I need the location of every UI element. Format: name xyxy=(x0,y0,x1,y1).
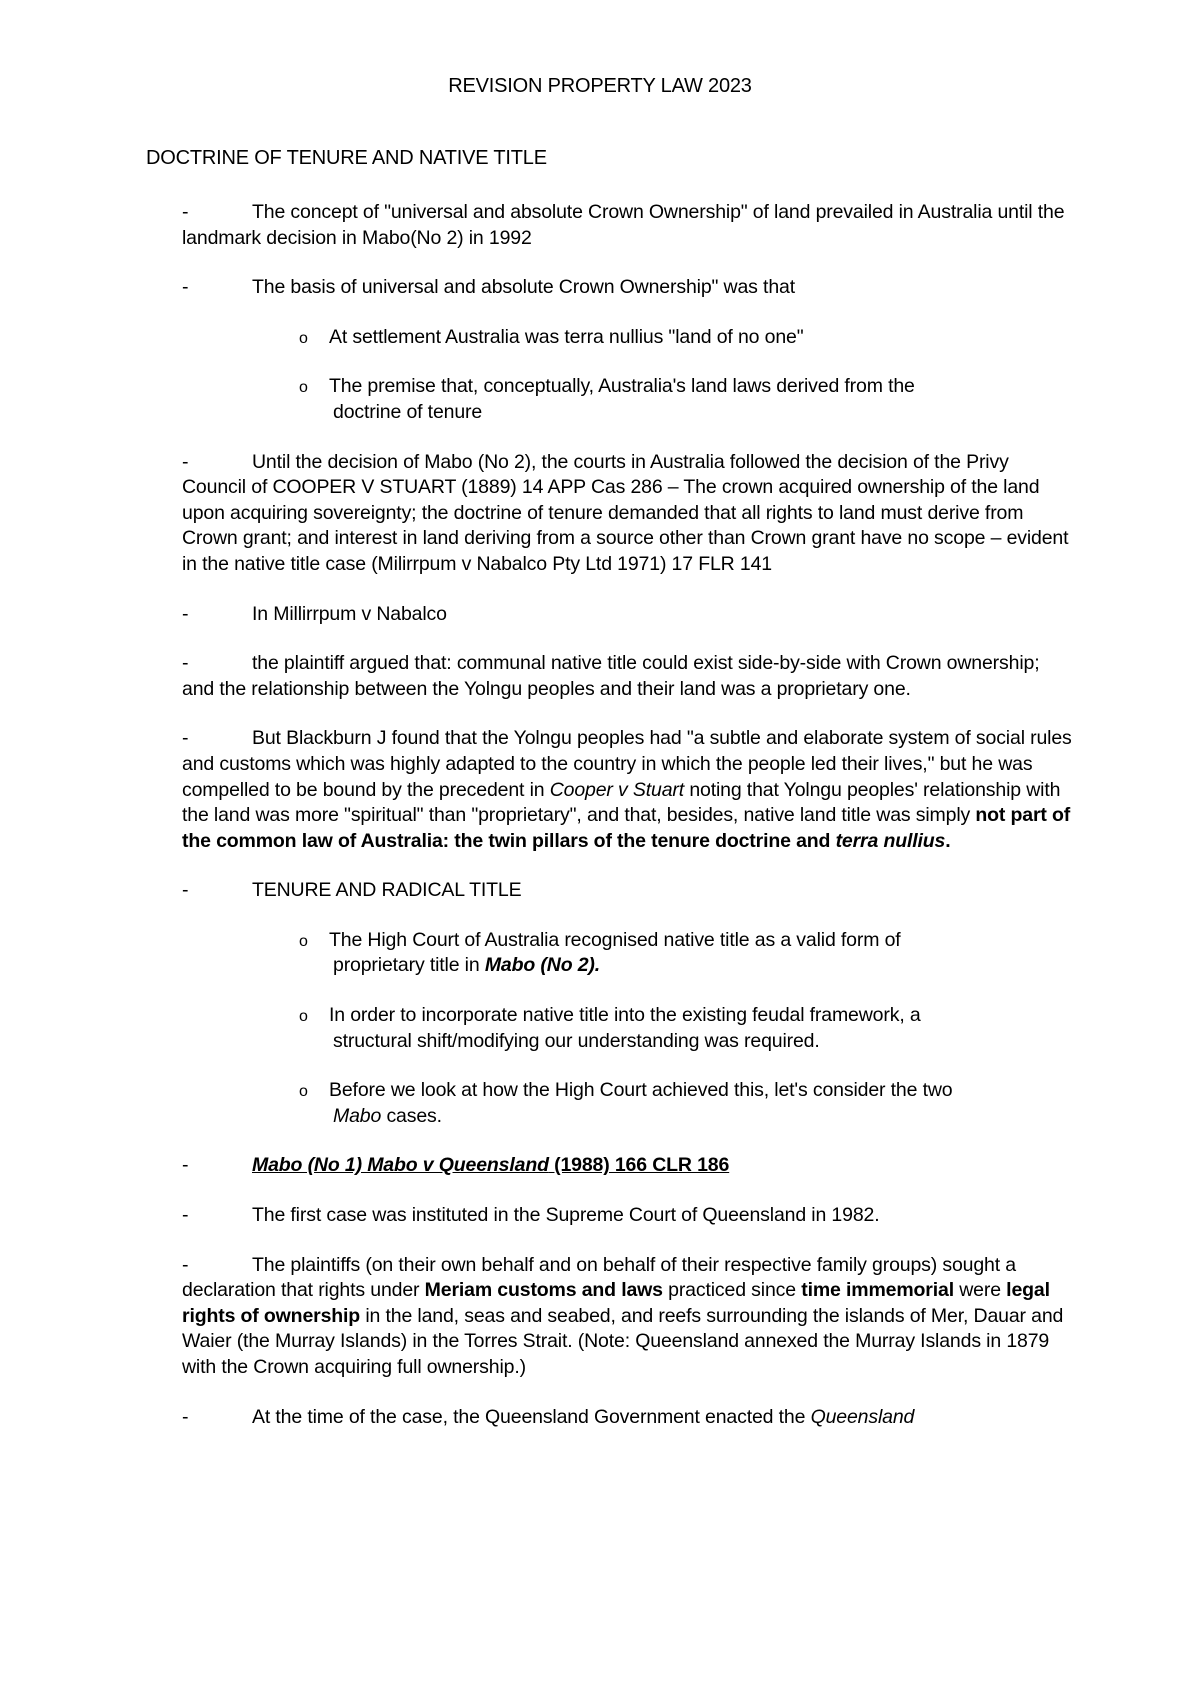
sub-bullet xyxy=(299,928,1072,979)
sub-bullet xyxy=(299,1003,1072,1054)
emphasis-text: legal rights of ownership xyxy=(182,1279,1050,1327)
emphasis-text: time immemorial xyxy=(801,1279,954,1302)
bullet-text: The premise that, conceptually, Australia's land laws derived from the xyxy=(329,375,915,398)
bullet-text-continued xyxy=(329,1104,1072,1130)
paragraph-text: But Blackburn J found that the Yolngu peoples had "a subtle and elaborate system of social rules and customs which was highly adapted to the country in which the people led their lives," but he was compelled to be bound by the precedent in xyxy=(182,727,1072,801)
document-title: REVISION PROPERTY LAW 2023 xyxy=(448,75,752,97)
paragraph xyxy=(182,1203,1072,1229)
emphasis-text: not part of the common law of Australia: the twin pillars of the tenure doctrine and xyxy=(182,804,1071,852)
paragraph-text: the plaintiff argued that: communal native title could exist side-by-side with Crown ownership; and the relationship between the Yolngu peoples and their land was a proprietary one. xyxy=(182,652,1040,700)
bullet-marker: o xyxy=(299,932,308,950)
dash-marker: - xyxy=(182,652,189,675)
emphasis-text: Meriam customs and laws xyxy=(424,1279,663,1302)
document-body xyxy=(182,200,1072,1454)
paragraph-text: Until the decision of Mabo (No 2), the courts in Australia followed the decision of the Privy Council of COOPER V STUART (1889) 14 APP Cas 286 – The crown acquired ownership of the land upon acquiring sovereignty; the doctrine of tenure demanded that all rights to land must derive from Crown grant; and interest in land deriving from a source other than Crown grant have no scope – evident in the native title case (Milirrpum v Nabalco Pty Ltd 1971) 17 FLR 141 xyxy=(182,450,1069,575)
paragraph xyxy=(182,1405,1072,1431)
paragraph-text: noting that Yolngu peoples' relationship with the land was more "spiritual" than "proprietary", and that, besides, native land title was simply xyxy=(182,778,1061,827)
bullet-text-continued xyxy=(329,953,1072,979)
dash-marker: - xyxy=(182,450,189,473)
dash-marker: - xyxy=(182,276,189,299)
paragraph-text: The concept of "universal and absolute Crown Ownership" of land prevailed in Australia until the landmark decision in Mabo(No 2) in 1992 xyxy=(182,201,1065,249)
paragraph xyxy=(182,878,1072,904)
paragraph xyxy=(182,275,1072,301)
sub-bullet xyxy=(299,1078,1072,1129)
dash-marker: - xyxy=(182,201,189,223)
dash-marker: - xyxy=(182,1405,189,1428)
paragraph-text: The plaintiffs (on their own behalf and on behalf of their respective family groups) sought a declaration that rights under xyxy=(182,1253,1016,1302)
emphasis-text: . xyxy=(945,829,951,852)
dash-marker: - xyxy=(182,727,189,750)
bullet-text: cases. xyxy=(381,1104,442,1127)
paragraph-text: were xyxy=(953,1279,1007,1302)
case-citation: (1988) 166 CLR 186 xyxy=(548,1154,730,1177)
bullet-text: At settlement Australia was terra nullius "land of no one" xyxy=(329,325,804,348)
paragraph xyxy=(182,602,1072,628)
bullet-text: proprietary title in xyxy=(333,954,485,977)
section-heading: DOCTRINE OF TENURE AND NATIVE TITLE xyxy=(146,147,547,169)
paragraph-text: The first case was instituted in the Supreme Court of Queensland in 1982. xyxy=(252,1204,880,1227)
bullet-text-continued: structural shift/modifying our understanding was required. xyxy=(333,1029,820,1052)
paragraph xyxy=(182,651,1072,702)
bullet-text: Before we look at how the High Court achieved this, let's consider the two xyxy=(329,1079,953,1102)
dash-marker: - xyxy=(182,1253,189,1276)
bullet-marker: o xyxy=(299,1083,308,1101)
dash-marker: - xyxy=(182,879,189,902)
paragraph xyxy=(182,200,1072,251)
paragraph xyxy=(182,726,1072,854)
bullet-text: The High Court of Australia recognised native title as a valid form of xyxy=(329,928,901,951)
dash-marker: - xyxy=(182,1154,189,1177)
paragraph-text: The basis of universal and absolute Crown Ownership" was that xyxy=(252,276,795,299)
paragraph-text: At the time of the case, the Queensland Government enacted the xyxy=(252,1405,811,1428)
legislation-name: Queensland xyxy=(810,1405,915,1428)
bullet-text-continued: doctrine of tenure xyxy=(333,400,483,423)
bullet-marker: o xyxy=(299,329,308,347)
bullet-text: In order to incorporate native title into the existing feudal framework, a xyxy=(329,1004,921,1027)
bullet-marker: o xyxy=(299,379,308,397)
paragraph-text: In Millirrpum v Nabalco xyxy=(252,602,447,625)
paragraph-text: practiced since xyxy=(662,1279,802,1302)
paragraph xyxy=(182,1253,1072,1381)
case-name: Mabo xyxy=(333,1104,382,1127)
emphasis-term: terra nullius xyxy=(835,829,946,852)
case-name: Cooper v Stuart xyxy=(549,778,685,801)
paragraph-text: in the land, seas and seabed, and reefs surrounding the islands of Mer, Dauar and Waier (the Murray Islands) in the Torres Strait. (Note: Queensland annexed the Murray Islands in 1879 with the Crown acquiring full ownership.) xyxy=(182,1304,1064,1378)
case-name: Mabo (No 2). xyxy=(484,954,601,977)
dash-marker: - xyxy=(182,602,189,625)
sub-bullet xyxy=(299,374,1072,425)
paragraph xyxy=(182,450,1072,578)
dash-marker: - xyxy=(182,1204,189,1227)
case-heading: Mabo (No 1) Mabo v Queensland xyxy=(252,1154,549,1177)
paragraph-text: TENURE AND RADICAL TITLE xyxy=(252,879,522,902)
bullet-marker: o xyxy=(299,1008,308,1026)
sub-bullet xyxy=(299,325,1072,351)
paragraph xyxy=(182,1153,1072,1179)
